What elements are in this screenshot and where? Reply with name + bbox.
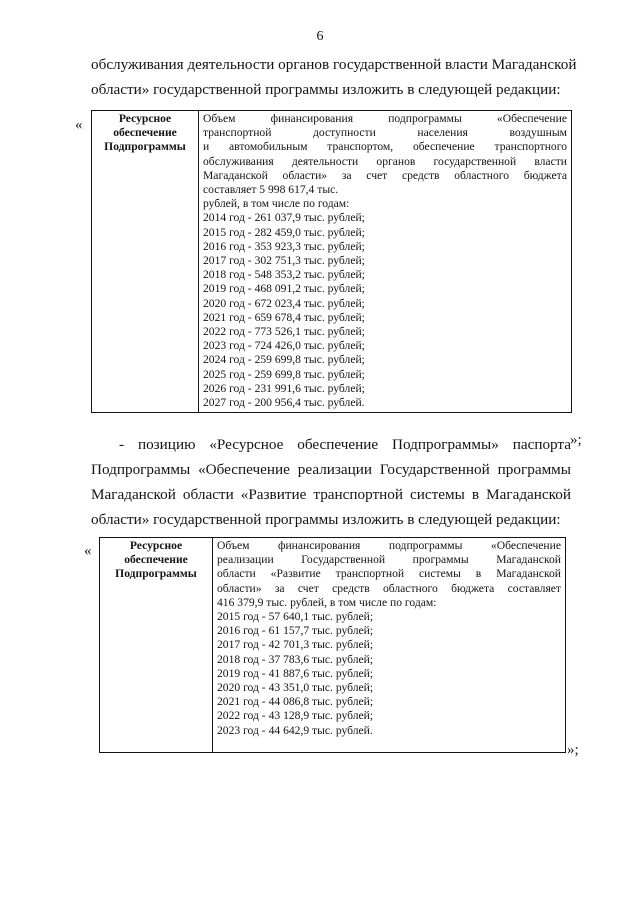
text-line: обслуживания деятельности органов государственной власти [203, 154, 567, 168]
text-line: области «Развитие транспортной системы в Магаданской [217, 567, 561, 581]
year-line: 2017 год - 302 751,3 тыс. рублей; [203, 254, 365, 268]
text-line: области» за счет средств областного бюджета составляет [217, 581, 561, 595]
year-line: 2019 год - 468 091,2 тыс. рублей; [203, 282, 365, 296]
page-number: 6 [316, 29, 324, 44]
head-line: Подпрограммы [104, 140, 186, 154]
year-line: 2014 год - 261 037,9 тыс. рублей; [203, 211, 365, 225]
year-line: 2017 год - 42 701,3 тыс. рублей; [217, 638, 374, 652]
year-line: 2020 год - 43 351,0 тыс. рублей; [217, 681, 374, 695]
year-line: 2020 год - 672 023,4 тыс. рублей; [203, 296, 365, 310]
year-line: 2022 год - 43 128,9 тыс. рублей; [217, 709, 374, 723]
text-line: Магаданской области «Развитие транспортной системы в Магаданской [91, 486, 571, 503]
table-body-cell [213, 538, 566, 753]
head-line: обеспечение [124, 553, 188, 567]
table-head-cell [100, 538, 213, 753]
year-line: 2015 год - 57 640,1 тыс. рублей; [217, 610, 374, 624]
close-quote: »; [567, 742, 579, 758]
text-line: области» государственной программы изложить в следующей редакции: [91, 511, 561, 528]
open-quote: « [75, 117, 83, 133]
year-line: 2016 год - 353 923,3 тыс. рублей; [203, 239, 365, 253]
head-line: обеспечение [113, 126, 177, 140]
text-line: составляет 5 998 617,4 тыс. [203, 183, 339, 197]
head-line: Подпрограммы [115, 567, 197, 581]
year-line: 2024 год - 259 699,8 тыс. рублей; [203, 353, 365, 367]
text-line: Объем финансирования подпрограммы «Обеспечение [203, 112, 567, 125]
paragraph-intro [91, 52, 577, 102]
resource-table-2 [99, 537, 566, 753]
year-line: 2022 год - 773 526,1 тыс. рублей; [203, 325, 365, 339]
resource-table-1 [91, 110, 572, 413]
text-line: области» государственной программы изложить в следующей редакции: [91, 81, 561, 98]
table-body-cell [199, 111, 572, 413]
close-quote: »; [570, 432, 582, 448]
text-line: - позицию «Ресурсное обеспечение Подпрограммы» паспорта [119, 436, 571, 453]
year-line: 2018 год - 548 353,2 тыс. рублей; [203, 268, 365, 282]
open-quote: « [84, 543, 92, 559]
paragraph-instruction [91, 432, 571, 532]
text-line: Объем финансирования подпрограммы «Обеспечение [217, 539, 561, 552]
text-line: 416 379,9 тыс. рублей, в том числе по годам: [217, 595, 437, 609]
head-line: Ресурсное [118, 112, 172, 125]
text-line: рублей, в том числе по годам: [203, 197, 350, 211]
year-line: 2019 год - 41 887,6 тыс. рублей; [217, 666, 374, 680]
head-line: Ресурсное [129, 539, 183, 552]
table-head-cell [92, 111, 199, 413]
text-line: реализации Государственной программы Магаданской [217, 553, 561, 567]
year-line: 2018 год - 37 783,6 тыс. рублей; [217, 652, 374, 666]
text-line: и автомобильным транспортом, обеспечение транспортного [203, 140, 567, 154]
year-line: 2027 год - 200 956,4 тыс. рублей. [203, 396, 365, 410]
text-line: Подпрограммы «Обеспечение реализации Государственной программы [91, 461, 571, 478]
text-line: обслуживания деятельности органов государственной власти Магаданской [91, 56, 577, 73]
year-line: 2025 год - 259 699,8 тыс. рублей; [203, 367, 365, 381]
text-line: транспортной доступности населения воздушным [203, 126, 567, 140]
year-line: 2021 год - 659 678,4 тыс. рублей; [203, 310, 365, 324]
year-line: 2015 год - 282 459,0 тыс. рублей; [203, 225, 365, 239]
text-line: Магаданской области» за счет средств областного бюджета [203, 168, 567, 182]
year-line: 2026 год - 231 991,6 тыс. рублей; [203, 381, 365, 395]
year-line: 2023 год - 44 642,9 тыс. рублей. [217, 723, 373, 737]
year-line: 2016 год - 61 157,7 тыс. рублей; [217, 624, 374, 638]
year-line: 2021 год - 44 086,8 тыс. рублей; [217, 695, 374, 709]
year-line: 2023 год - 724 426,0 тыс. рублей; [203, 339, 365, 353]
